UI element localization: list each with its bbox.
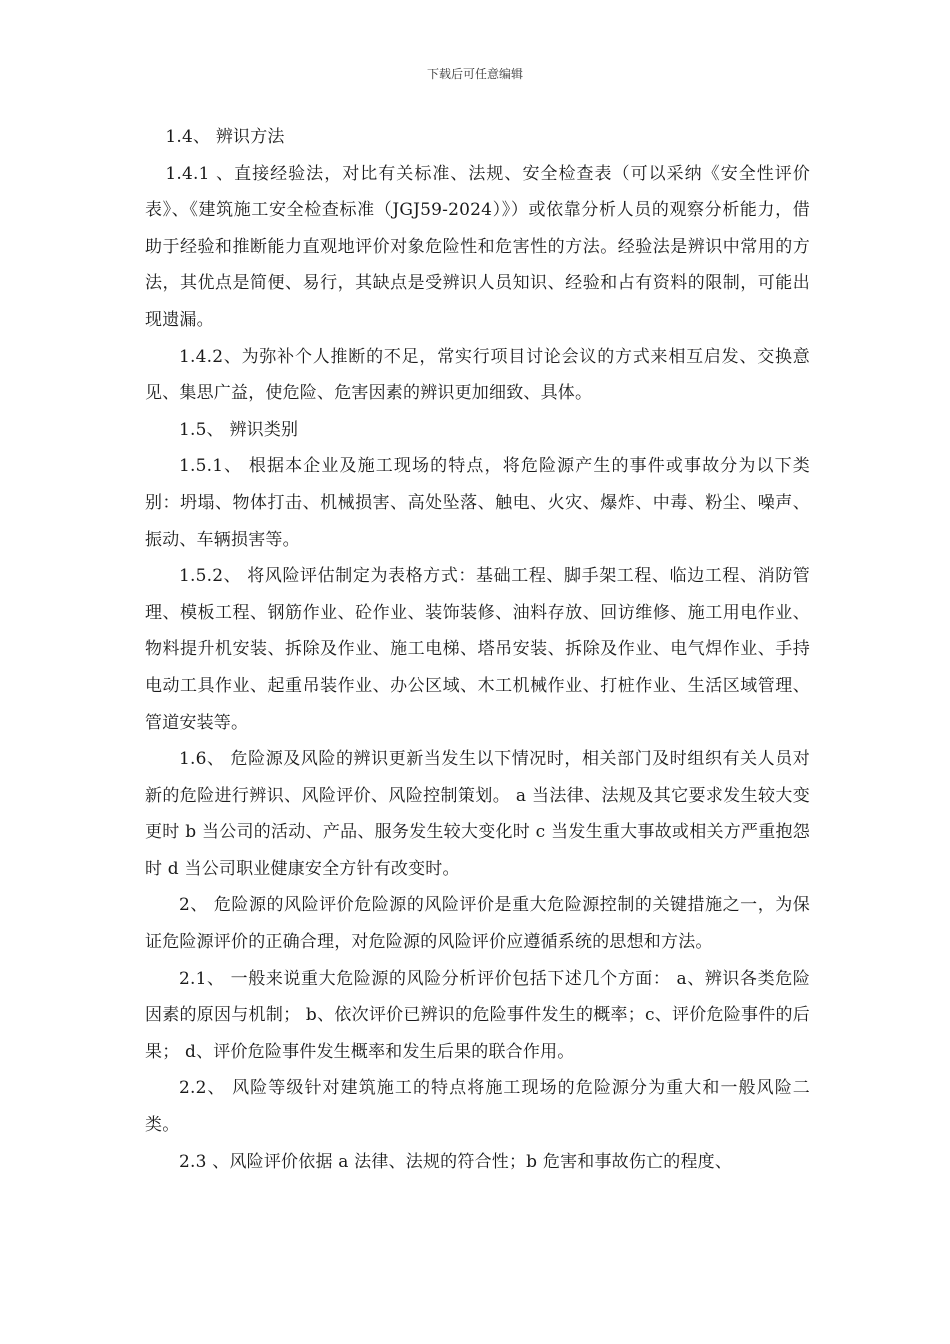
paragraph-1-5-2: 1.5.2、 将风险评估制定为表格方式：基础工程、脚手架工程、临边工程、消防管理、模板工程、钢筋作业、砼作业、装饰装修、油料存放、回访维修、施工用电作业、物料提升机安装、拆除及作业、施工电梯、塔吊安装、拆除及作业、电气焊作业、手持电动工具作业、起重吊装作业、办公区域、木工机械作业、打桩作业、生活区域管理、管道安装等。 [145, 566, 810, 733]
heading-1-4: 1.4、 辨识方法 [165, 127, 285, 147]
paragraph-1-6: 1.6、 危险源及风险的辨识更新当发生以下情况时，相关部门及时组织有关人员对新的危险进行辨识、风险评价、风险控制策划。 a 当法律、法规及其它要求发生较大变更时 b 当公司的活动、产品、服务发生较大变化时 c 当发生重大事故或相关方严重抱怨时 d 当公司职业健康安全方针有改变时。 [145, 749, 810, 879]
paragraph-2: 2、 危险源的风险评价危险源的风险评价是重大危险源控制的关键措施之一，为保证危险源评价的正确合理，对危险源的风险评价应遵循系统的思想和方法。 [145, 895, 810, 953]
document-body [145, 119, 810, 1180]
paragraph-1-5-1: 1.5.1、 根据本企业及施工现场的特点，将危险源产生的事件或事故分为以下类别：坍塌、物体打击、机械损害、高处坠落、触电、火灾、爆炸、中毒、粉尘、噪声、振动、车辆损害等。 [145, 456, 810, 550]
heading-1-5: 1.5、 辨识类别 [179, 419, 299, 440]
paragraph-1-4-1: 1.4.1 、直接经验法，对比有关标准、法规、安全检查表（可以采纳《安全性评价表》、《建筑施工安全检查标准（JGJ59-2024）》）或依靠分析人员的观察分析能力，借助于经验和推断能力直观地评价对象危险性和危害性的方法。经验法是辨识中常用的方法，其优点是简便、易行，其缺点是受辨识人员知识、经验和占有资料的限制，可能出现遗漏。 [145, 163, 810, 330]
page-header: 下载后可任意编辑 [426, 67, 523, 81]
paragraph-2-2: 2.2、 风险等级针对建筑施工的特点将施工现场的危险源分为重大和一般风险二类。 [145, 1078, 810, 1136]
paragraph-2-1: 2.1、 一般来说重大危险源的风险分析评价包括下述几个方面： a、辨识各类危险因素的原因与机制； b、依次评价已辨识的危险事件发生的概率；c、评价危险事件的后果； d、评价危险事件发生概率和发生后果的联合作用。 [145, 968, 810, 1062]
paragraph-2-3: 2.3 、风险评价依据 a 法律、法规的符合性；b 危害和事故伤亡的程度、 [179, 1151, 733, 1172]
paragraph-1-4-2: 1.4.2、为弥补个人推断的不足，常实行项目讨论会议的方式来相互启发、交换意见、集思广益，使危险、危害因素的辨识更加细致、具体。 [145, 346, 810, 404]
